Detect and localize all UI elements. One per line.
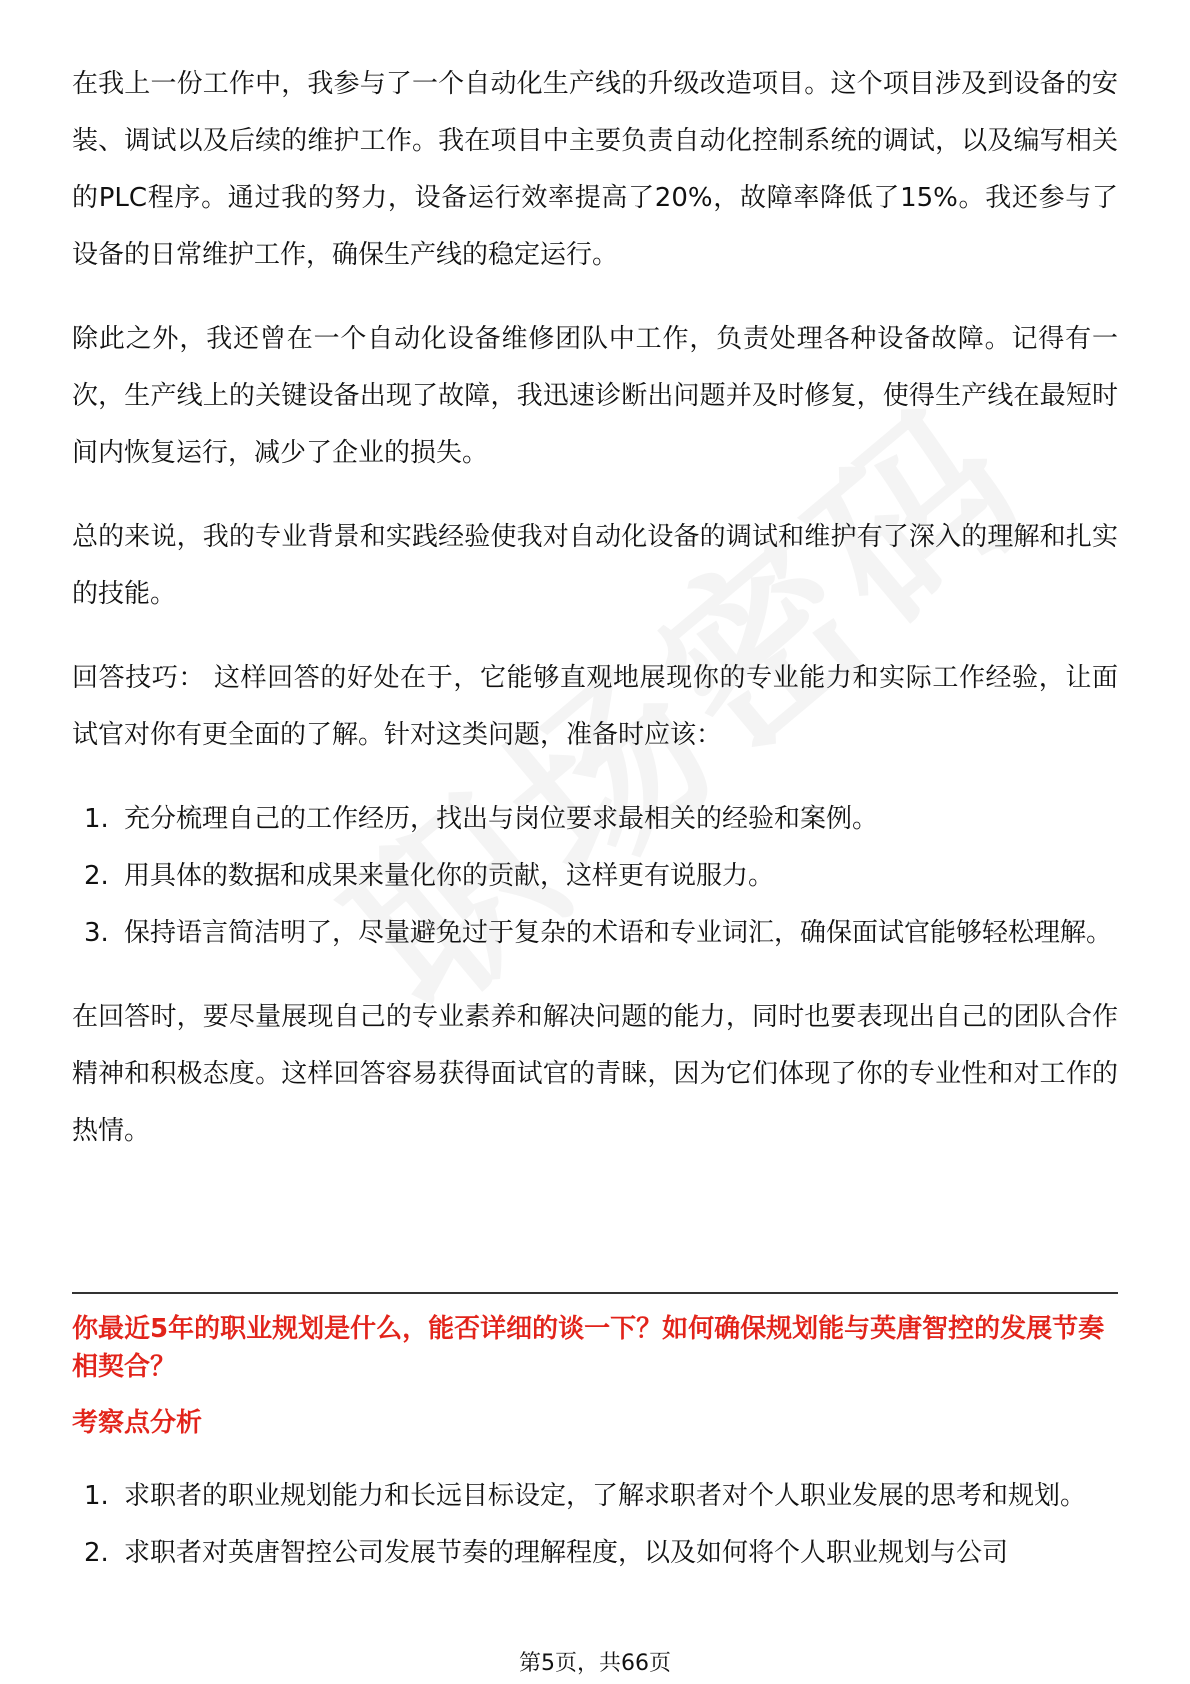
list-item-text: 求职者的职业规划能力和长远目标设定，了解求职者对个人职业发展的思考和规划。 xyxy=(124,1481,1087,1511)
page-number: 第5页，共66页 xyxy=(519,1651,671,1676)
paragraph-answer-tips: 回答技巧： 这样回答的好处在于，它能够直观地展现你的专业能力和实际工作经验，让面试官对你有更全面的了解。针对这类问题，准备时应该： xyxy=(72,663,1118,750)
tips-list xyxy=(72,791,1118,962)
list-item-text: 求职者对英唐智控公司发展节奏的理解程度，以及如何将个人职业规划与公司 xyxy=(124,1538,1009,1568)
list-item xyxy=(72,848,1118,905)
list-number: 2. xyxy=(84,1538,109,1568)
list-item xyxy=(72,1468,1118,1525)
section-divider xyxy=(72,1292,1118,1294)
list-item xyxy=(72,791,1118,848)
list-item xyxy=(72,905,1118,962)
paragraph-repair-team: 除此之外，我还曾在一个自动化设备维修团队中工作，负责处理各种设备故障。记得有一次，生产线上的关键设备出现了故障，我迅速诊断出问题并及时修复，使得生产线在最短时间内恢复运行，减少了企业的损失。 xyxy=(72,324,1118,468)
answer-body xyxy=(72,56,1118,1187)
question-heading: 你最近5年的职业规划是什么，能否详细的谈一下？如何确保规划能与英唐智控的发展节奏相契合？ xyxy=(72,1314,1105,1382)
analysis-heading: 考察点分析 xyxy=(72,1408,203,1438)
paragraph-summary: 总的来说，我的专业背景和实践经验使我对自动化设备的调试和维护有了深入的理解和扎实的技能。 xyxy=(72,522,1118,609)
list-item-text: 用具体的数据和成果来量化你的贡献，这样更有说服力。 xyxy=(124,861,775,891)
list-item-text: 充分梳理自己的工作经历，找出与岗位要求最相关的经验和案例。 xyxy=(124,804,879,834)
list-number: 1. xyxy=(84,1481,109,1511)
list-item xyxy=(72,1525,1118,1582)
list-number: 3. xyxy=(84,918,109,948)
list-number: 1. xyxy=(84,804,109,834)
paragraph-work-experience: 在我上一份工作中，我参与了一个自动化生产线的升级改造项目。这个项目涉及到设备的安装、调试以及后续的维护工作。我在项目中主要负责自动化控制系统的调试，以及编写相关的PLC程序。通过我的努力，设备运行效率提高了20%，故障率降低了15%。我还参与了设备的日常维护工作，确保生产线的稳定运行。 xyxy=(72,69,1118,270)
analysis-list xyxy=(72,1468,1118,1582)
paragraph-closing: 在回答时，要尽量展现自己的专业素养和解决问题的能力，同时也要表现出自己的团队合作精神和积极态度。这样回答容易获得面试官的青睐，因为它们体现了你的专业性和对工作的热情。 xyxy=(72,1002,1118,1146)
analysis-section xyxy=(72,1468,1118,1609)
list-item-text: 保持语言简洁明了，尽量避免过于复杂的术语和专业词汇，确保面试官能够轻松理解。 xyxy=(124,918,1113,948)
list-number: 2. xyxy=(84,861,109,891)
